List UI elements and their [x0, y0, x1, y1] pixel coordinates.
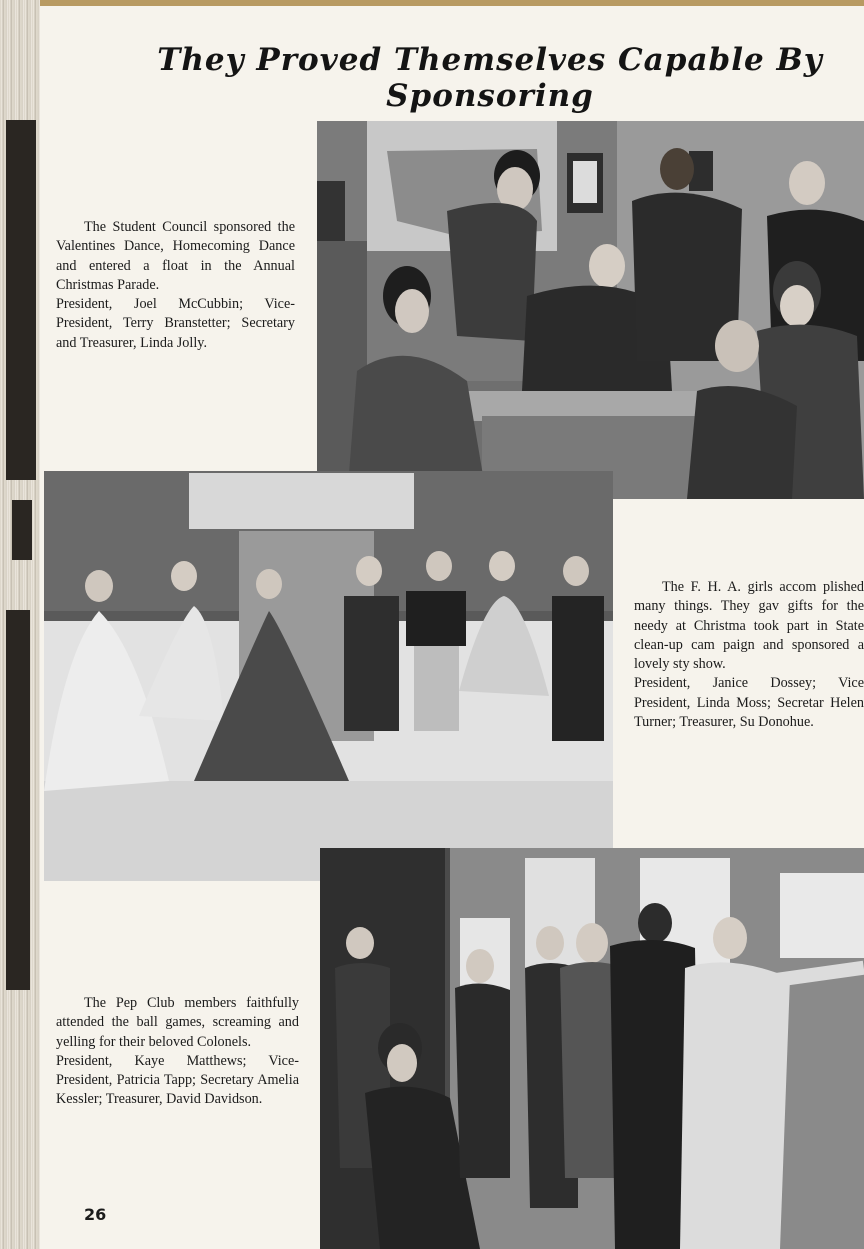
fha-officers: President, Janice Dossey; Vice President, Linda Moss; Secretar Helen Turner; Treasurer, Su Donohue. — [634, 675, 864, 731]
page-number: 26 — [84, 1205, 107, 1224]
student-council-photo — [317, 121, 864, 499]
page-binding-edge — [0, 0, 40, 1249]
student-council-officers: President, Joel McCubbin; Vice-President, Terry Branstetter; Secretary and Treasurer, Linda Jolly. — [56, 296, 295, 351]
pep-club-officers: President, Kaye Matthews; Vice-President, Patricia Tapp; Secretary Amelia Kessler; Treasurer, David Davidson. — [56, 1052, 299, 1108]
student-council-caption — [56, 218, 295, 353]
fha-style-show-photo-icon — [44, 471, 613, 881]
top-edge — [0, 0, 864, 6]
pep-club-photo-icon — [320, 848, 864, 1249]
page-title: They Proved Themselves Capable By Sponsoring — [157, 42, 823, 114]
pep-club-paragraph: The Pep Club members faithfully attended the ball games, screaming and yelling for their beloved Colonels. — [56, 995, 299, 1050]
fha-paragraph: The F. H. A. girls accom plished many things. They gav gifts for the needy at Christma took part in State clean-up cam paign and sponsored a lovely sty show. — [634, 579, 864, 673]
pep-club-photo — [320, 848, 864, 1249]
fha-caption — [634, 578, 864, 732]
fha-style-show-photo — [44, 471, 613, 881]
student-council-photo-icon — [317, 121, 864, 499]
student-council-paragraph: The Student Council sponsored the Valentines Dance, Homecoming Dance and entered a float in the Annual Christmas Parade. — [56, 219, 295, 293]
pep-club-caption — [56, 994, 299, 1110]
